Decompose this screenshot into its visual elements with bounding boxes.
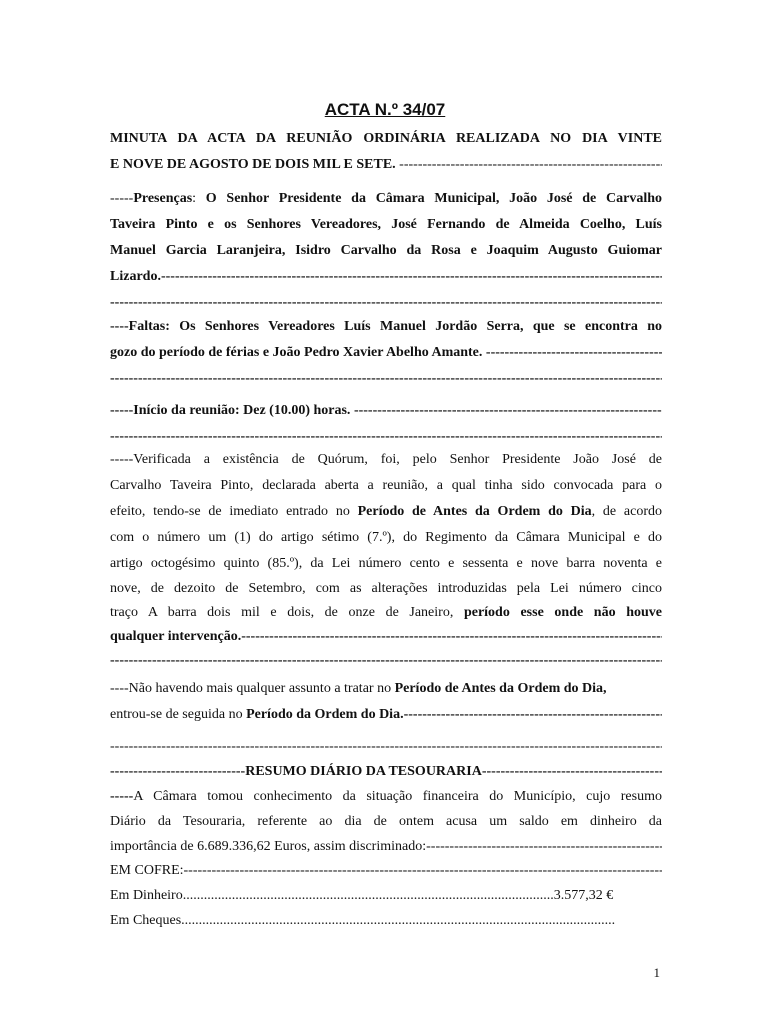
nao-havendo-line-1: ----Não havendo mais qualquer assunto a tratar no Período de Antes da Ordem do Dia, xyxy=(110,681,607,696)
verificada-line-4: com o número um (1) do artigo sétimo (7.º), do Regimento da Câmara Municipal e do xyxy=(110,530,662,545)
verificada-line-2: Carvalho Taveira Pinto, declarada aberta a reunião, a qual tinha sido convocada para o xyxy=(110,478,662,493)
verificada-line-8: qualquer intervenção. ----- xyxy=(110,628,662,646)
resumo-line-1: -----A Câmara tomou conhecimento da situação financeira do Município, cujo resumo xyxy=(110,789,662,804)
presencas-line-3: Manuel Garcia Laranjeira, Isidro Carvalho da Rosa e Joaquim Augusto Guiomar xyxy=(110,243,662,258)
separator-line xyxy=(110,294,662,312)
faltas-line-2: gozo do período de férias e João Pedro Xavier Abelho Amante. ----- xyxy=(110,344,662,362)
em-cheques-line: Em Cheques............................................................................................................................ xyxy=(110,913,616,928)
separator-line xyxy=(110,370,662,388)
page-title: ACTA N.º 34/07 xyxy=(324,100,446,119)
page-number: 1 xyxy=(653,965,660,980)
inicio-line: -----Início da reunião: Dez (10.00) horas. ----- xyxy=(110,402,662,420)
resumo-heading: -----------------------------RESUMO DIÁRIO DA TESOURARIA ----- xyxy=(110,763,662,781)
heading-line-2: E NOVE DE AGOSTO DE DOIS MIL E SETE. ----- xyxy=(110,156,662,174)
verificada-line-7: traço A barra dois mil e dois, de onze de Janeiro, período esse onde não houve xyxy=(110,605,662,620)
heading-line-1: MINUTA DA ACTA DA REUNIÃO ORDINÁRIA REALIZADA NO DIA VINTE xyxy=(110,131,662,146)
separator-line xyxy=(110,652,662,670)
verificada-line-3: efeito, tendo-se de imediato entrado no Período de Antes da Ordem do Dia, de acordo xyxy=(110,504,662,519)
separator-line xyxy=(110,428,662,446)
em-dinheiro-line: Em Dinheiro..........................................................................................................3.577,32 € xyxy=(110,888,614,903)
presencas-line-2: Taveira Pinto e os Senhores Vereadores, José Fernando de Almeida Coelho, Luís xyxy=(110,217,662,232)
presencas-line-4: Lizardo. ----- xyxy=(110,268,662,286)
presencas-line-1: -----Presenças: O Senhor Presidente da Câmara Municipal, João José de Carvalho xyxy=(110,191,662,206)
separator-line xyxy=(110,738,662,756)
em-cofre-line: EM COFRE: ----- xyxy=(110,862,662,880)
resumo-line-3: importância de 6.689.336,62 Euros, assim discriminado: ----- xyxy=(110,838,662,856)
verificada-line-5: artigo octogésimo quinto (85.º), da Lei número cento e sessenta e nove barra noventa e xyxy=(110,556,662,571)
nao-havendo-line-2: entrou-se de seguida no Período da Ordem do Dia. ----- xyxy=(110,706,662,724)
verificada-line-1: -----Verificada a existência de Quórum, foi, pelo Senhor Presidente João José de xyxy=(110,452,662,467)
resumo-line-2: Diário da Tesouraria, referente ao dia de ontem acusa um saldo em dinheiro da xyxy=(110,814,662,829)
verificada-line-6: nove, de dezoito de Setembro, com as alterações introduzidas pela Lei número cinco xyxy=(110,581,662,596)
faltas-line-1: ----Faltas: Os Senhores Vereadores Luís Manuel Jordão Serra, que se encontra no xyxy=(110,319,662,334)
